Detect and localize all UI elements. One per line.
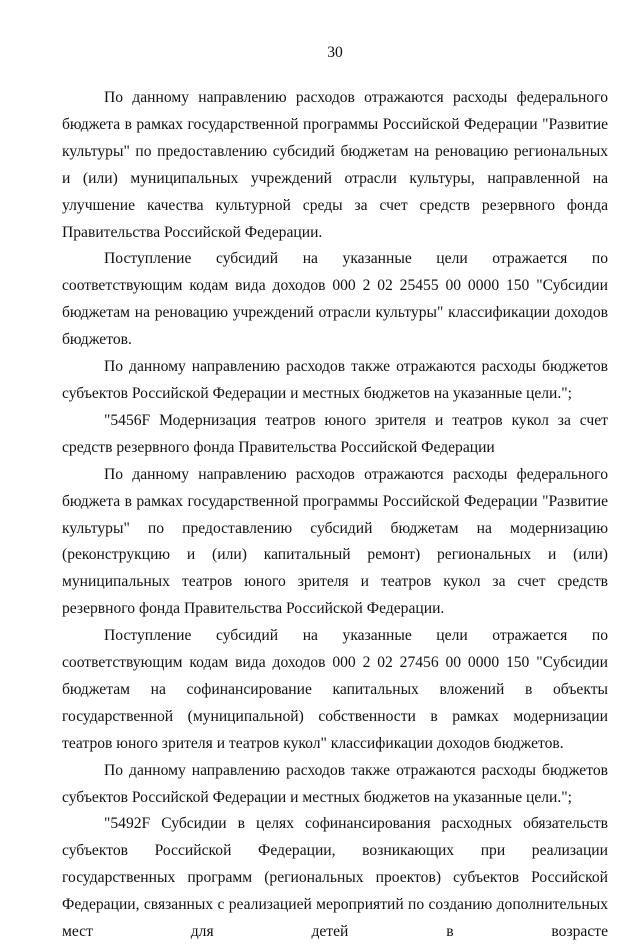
paragraph-regional-budgets-modernization: По данному направлению расходов также отражаются расходы бюджетов субъектов Российской Федерации и местных бюджетов на указанные цели.";: [62, 761, 608, 806]
paragraph-income-code-25455: Поступление субсидий на указанные цели отражается по соответствующим кодам вида доходов 000 2 02 25455 00 0000 150 "Субсидии бюджетам на реновацию учреждений отрасли культуры" классификации доходов бюджетов.: [62, 250, 608, 349]
page-number: 30: [327, 44, 343, 61]
paragraph-regional-budgets-renovation: По данному направлению расходов также отражаются расходы бюджетов субъектов Российской Федерации и местных бюджетов на указанные цели.";: [62, 358, 608, 402]
paragraph-federal-budget-modernization: По данному направлению расходов отражаются расходы федерального бюджета в рамках государственной программы Российской Федерации "Развитие культуры" по предоставлению субсидий бюджетам на модернизацию (реконструкцию и (или) капитальный ремонт) региональных и (или) муниципальных театров юного зрителя и театров кукол за счет средств резервного фонда Правительства Российской Федерации.: [62, 465, 608, 618]
paragraph-heading-5456f: "5456F Модернизация театров юного зрителя и театров кукол за счет средств резервного фонда Правительства Российской Федерации: [62, 411, 608, 456]
paragraph-income-code-27456: Поступление субсидий на указанные цели отражается по соответствующим кодам вида доходов 000 2 02 27456 00 0000 150 "Субсидии бюджетам на софинансирование капитальных вложений в объекты государственной (муниципальной) собственности в рамках модернизации театров юного зрителя и театров кукол" классификации доходов бюджетов.: [62, 627, 608, 752]
paragraph-heading-5492f: "5492F Субсидии в целях софинансирования расходных обязательств субъектов Российской Федерации, возникающих при реализации государственных программ (региональных проектов) субъектов Российской Федерации, связанных с реализацией мероприятий по созданию дополнительных мест для детей в возрасте: [62, 815, 608, 941]
paragraph-federal-budget-renovation: По данному направлению расходов отражаются расходы федерального бюджета в рамках государственной программы Российской Федерации "Развитие культуры" по предоставлению субсидий бюджетам на реновацию региональных и (или) муниципальных учреждений отрасли культуры, направленной на улучшение качества культурной среды за счет средств резервного фонда Правительства Российской Федерации.: [62, 89, 608, 241]
